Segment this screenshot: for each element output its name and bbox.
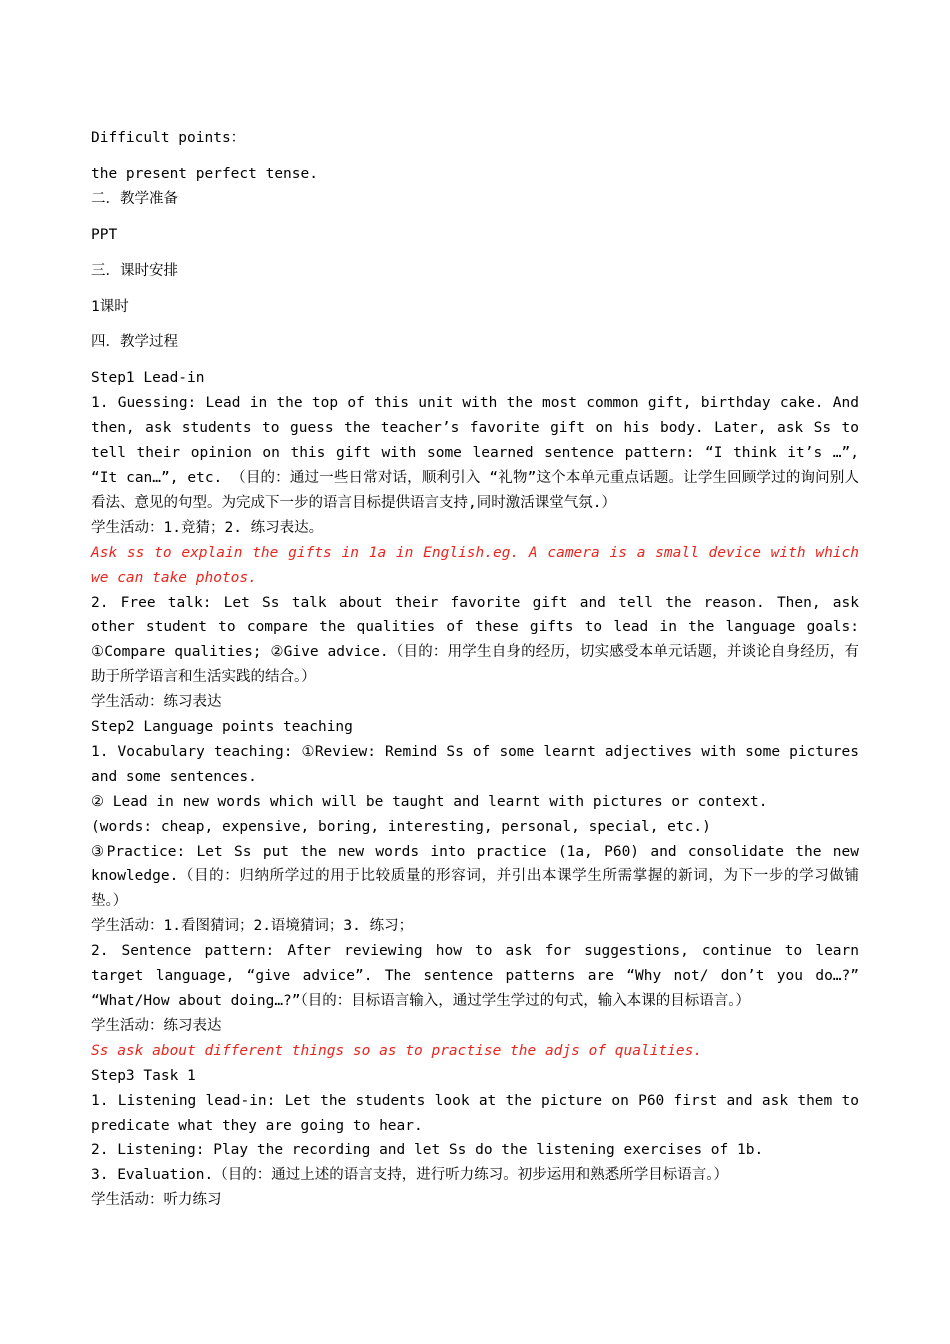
step3-item1: 1. Listening lead-in: Let the students look at the picture on P60 first and ask them to predicate what they are going to hear. [91,1092,859,1134]
section2-heading: 二．教学准备 [91,190,178,207]
step2-item1b: ② Lead in new words which will be taught and learnt with pictures or context. [91,793,768,810]
step2-activity2: 学生活动：练习表达 [91,1017,222,1034]
step2-item1d: ③Practice: Let Ss put the new words into practice (1a, P60) and consolidate the new knowledge.（目的：归纳所学过的用于比较质量的形容词，并引出本课学生所需掌握的新词，为下一步的学习做铺垫。） [91,843,859,910]
step1-item2: 2. Free talk: Let Ss talk about their favorite gift and tell the reason. Then, ask other student to compare the qualities of these gifts to lead in the language goals: ①Compare qualities; ②Give advice.（目的：用学生自身的经历，切实感受本单元话题，并谈论自身经历，有助于所学语言和生活实践的结合。） [91,594,859,686]
difficult-points-heading: Difficult points： [91,130,246,146]
section3-heading: 三．课时安排 [91,262,178,279]
step2-item2: 2. Sentence pattern: After reviewing how to ask for suggestions, continue to learn target language, “give advice”. The sentence patterns are “Why not/ don’t you do…?” “What/How about doing…?”（目的：目标语言输入，通过学生学过的句式，输入本课的目标语言。） [91,943,859,1009]
step2-item1: 1. Vocabulary teaching: ①Review: Remind Ss of some learnt adjectives with some pictures and some sentences. [91,743,859,785]
step1-activity2: 学生活动：练习表达 [91,694,222,711]
difficult-points-text: the present perfect tense. [91,165,318,182]
section4-heading: 四．教学过程 [91,334,178,351]
step3-activity1: 学生活动：听力练习 [91,1192,222,1209]
step3-item2: 2. Listening: Play the recording and let Ss do the listening exercises of 1b. [91,1142,764,1159]
step2-activity1: 学生活动：1.看图猜词；2.语境猜词；3. 练习； [91,918,414,935]
step1-item1: 1. Guessing: Lead in the top of this unit with the most common gift, birthday cake. And then, ask students to guess the teacher’s favorite gift on his body. Later, ask Ss to tell their opinion on this gift with some learned sentence pattern: “I think it’s …”, “It can…”, etc. （目的：通过一些日常对话，顺利引入 “礼物”这个本单元重点话题。让学生回顾学过的询问别人看法、意见的句型。为完成下一步的语言目标提供语言支持,同时激活课堂气氛.） [91,395,859,511]
step3-item3: 3. Evaluation.（目的：通过上述的语言支持，进行听力练习。初步运用和熟悉所学目标语言。） [91,1167,728,1184]
step1-red-note: Ask ss to explain the gifts in 1a in English.eg. A camera is a small device with which we can take photos. [91,544,859,586]
step2-title: Step2 Language points teaching [91,719,353,736]
step3-title: Step3 Task 1 [91,1067,196,1084]
section3-text: 1课时 [91,298,129,315]
step2-red-note: Ss ask about different things so as to practise the adjs of qualities. [91,1042,703,1059]
step2-item1c: (words: cheap, expensive, boring, interesting, personal, special, etc.) [91,818,711,835]
document-page [91,126,859,1213]
step1-title: Step1 Lead-in [91,370,205,387]
section2-text: PPT [91,226,118,243]
step1-activity1: 学生活动：1.竞猜；2. 练习表达。 [91,519,324,536]
